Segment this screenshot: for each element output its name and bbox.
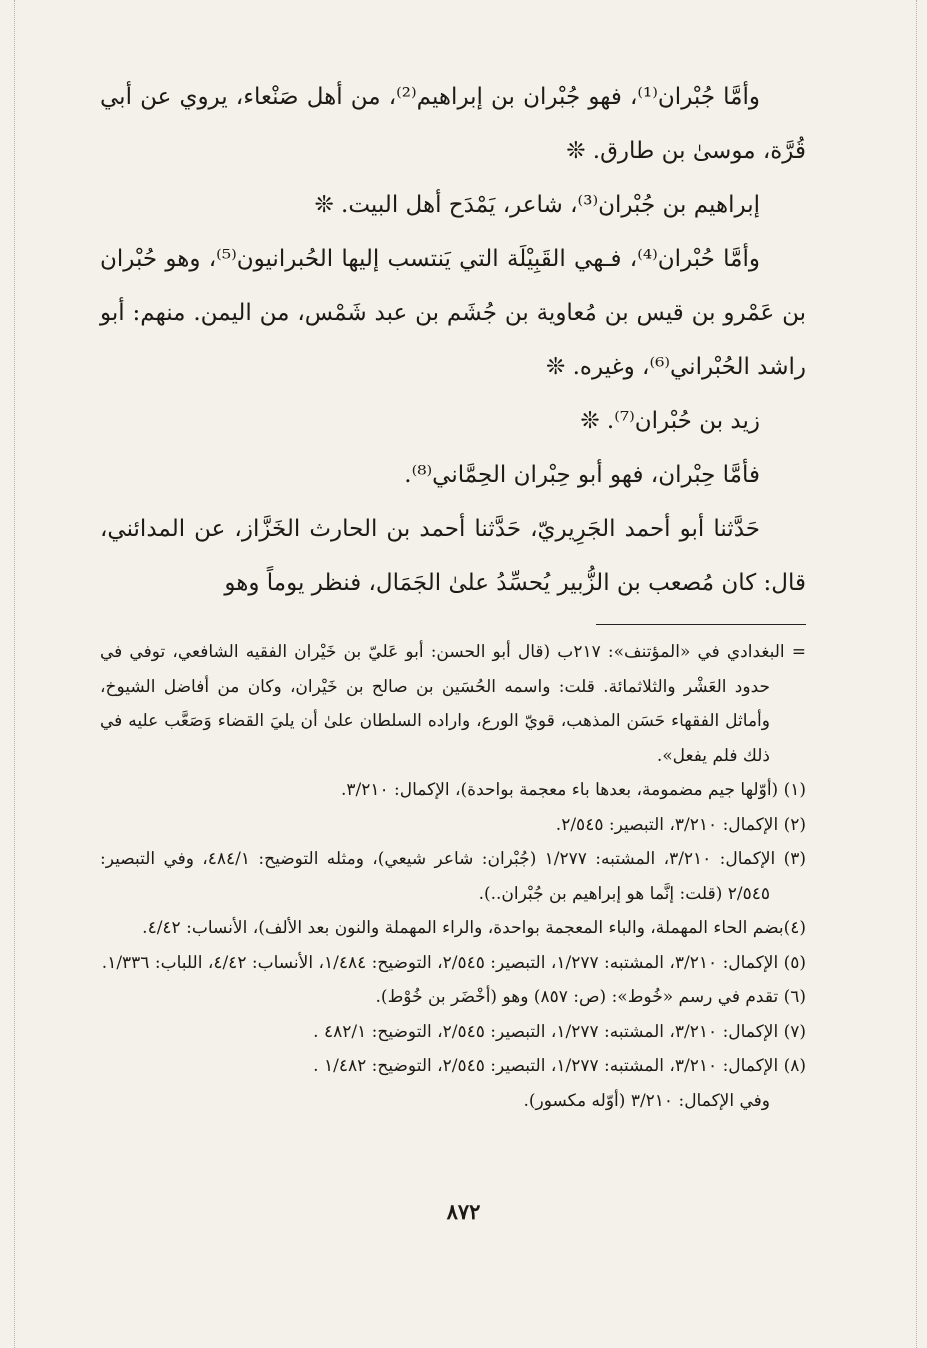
paragraph-hadith: حَدَّثنا أبو أحمد الجَرِيريّ، حَدَّثنا أحمد بن الحارث الخَزَّاز، عن المدائني، قال: كان مُصعب بن الزُّبير يُحسِّدُ علىٰ الجَمَال، فنظر يوماً وهو bbox=[100, 516, 806, 596]
paragraph-jubran: وأمَّا جُبْران⁽¹⁾، فهو جُبْران بن إبراهيم⁽²⁾، من أهل صَنْعاء، يروي عن أبي قُرَّة، موسىٰ بن طارق. ❊ bbox=[100, 84, 806, 164]
main-text bbox=[100, 70, 806, 610]
paragraph-hibran: فأمَّا حِبْران، فهو أبو حِبْران الحِمَّاني⁽⁸⁾. bbox=[404, 462, 760, 488]
margin-guide-right bbox=[916, 0, 917, 1348]
footnote-continuation: = البغدادي في «المؤتنف»: ٢١٧ب (قال أبو الحسن: أبو عَليّ بن خَيْران الفقيه الشافعي، توفي في حدود العَشْر والثلاثمائة. قلت: واسمه الحُسَين بن صالح بن خَيْران، وكان من أفاضل الشيوخ، وأماثل الفقهاء حَسَن المذهب، قويّ الورع، واراده السلطان علىٰ أن يليَ القضاء وَصَعَّب عليه في ذلك فلم يفعل». bbox=[100, 642, 806, 766]
footnote-3: (٣) الإكمال: ٣/٢١٠، المشتبه: ١/٢٧٧ (جُبْران: شاعر شيعي)، ومثله التوضيح: ٤٨٤/١، وفي التبصير: ٢/٥٤٥ (قلت: إنَّما هو إبراهيم بن جُبْران..). bbox=[100, 849, 806, 904]
margin-guide-left bbox=[14, 0, 15, 1348]
footnote-1: (١) (أوّلها جيم مضمومة، بعدها باء معجمة بواحدة)، الإكمال: ٣/٢١٠. bbox=[340, 780, 806, 800]
paragraph-zayd-hubran: زيد بن حُبْران⁽⁷⁾. ❊ bbox=[580, 408, 760, 434]
page-body bbox=[100, 70, 806, 1118]
footnote-4: (٤)بضم الحاء المهملة، والباء المعجمة بواحدة، والراء المهملة والنون بعد الألف)، الأنساب: ٤/٤٢. bbox=[142, 918, 806, 938]
paragraph-hubran: وأمَّا حُبْران⁽⁴⁾، فـهي القَبِيْلَة التي يَنتسب إليها الحُبرانيون⁽⁵⁾، وهو حُبْران بن عَمْرو بن قيس بن مُعاوية بن جُشَم بن عبد شَمْس، من اليمن. منهم: أبو راشد الحُبْراني⁽⁶⁾، وغيره. ❊ bbox=[100, 246, 806, 380]
footnote-7: (٧) الإكمال: ٣/٢١٠، المشتبه: ١/٢٧٧، التبصير: ٢/٥٤٥، التوضيح: ٤٨٢/١ . bbox=[313, 1021, 806, 1042]
footnote-divider bbox=[596, 624, 806, 625]
footnote-6: (٦) تقدم في رسم «خُوط»: (ص: ٨٥٧) وهو (أخْضَر بن خُوْط). bbox=[375, 987, 806, 1007]
page-number: ٨٧٢ bbox=[446, 1199, 481, 1224]
footnote-8: (٨) الإكمال: ٣/٢١٠، المشتبه: ١/٢٧٧، التبصير: ٢/٥٤٥، التوضيح: ١/٤٨٢ . bbox=[313, 1056, 806, 1076]
footnote-2: (٢) الإكمال: ٣/٢١٠، التبصير: ٢/٥٤٥. bbox=[555, 814, 806, 835]
footnote-8-continuation: وفي الإكمال: ٣/٢١٠ (أوّله مكسور). bbox=[523, 1090, 770, 1111]
footnote-5: (٥) الإكمال: ٣/٢١٠، المشتبه: ١/٢٧٧، التبصير: ٢/٥٤٥، التوضيح: ١/٤٨٤، الأنساب: ٤/٤٢، اللباب: ١/٣٣٦. bbox=[101, 952, 806, 973]
paragraph-ibrahim-jubran: إبراهيم بن جُبْران⁽³⁾، شاعر، يَمْدَح أهل البيت. ❊ bbox=[314, 192, 760, 218]
footnotes bbox=[100, 635, 806, 1118]
